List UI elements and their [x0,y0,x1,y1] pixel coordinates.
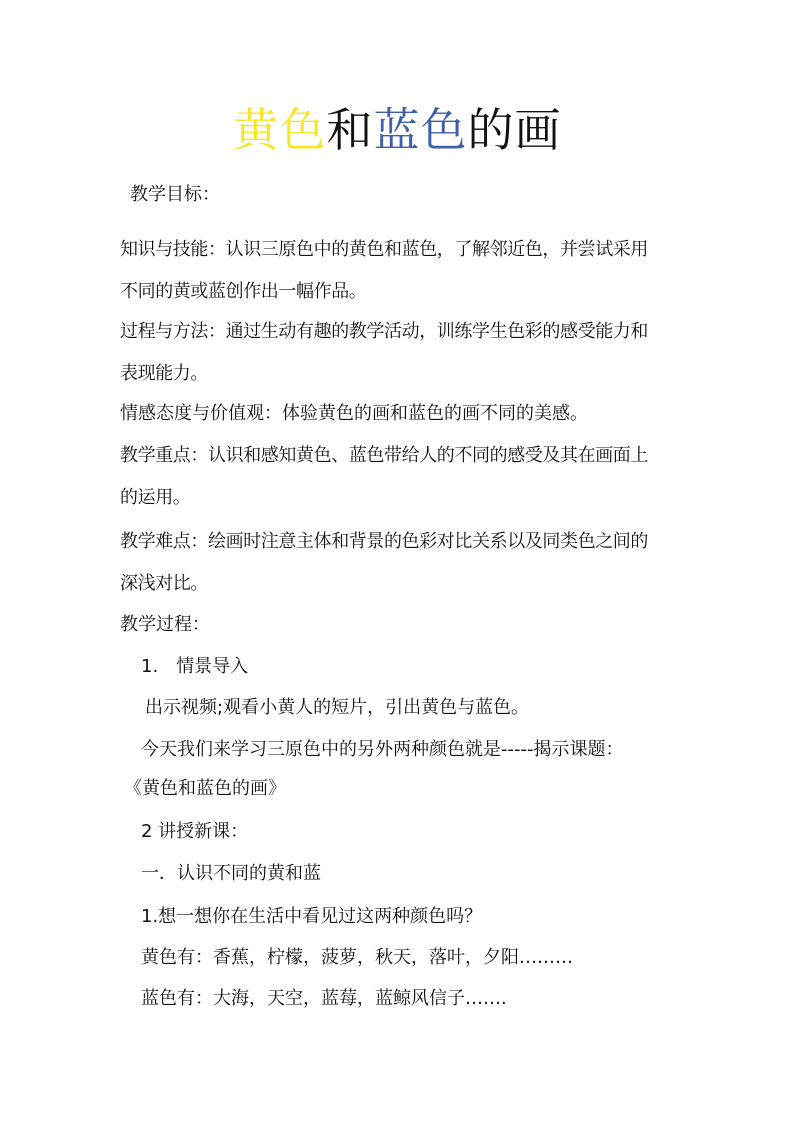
title-painting-word: 的画 [467,103,562,157]
emotion-attitude-line: 情感态度与价值观：体验黄色的画和蓝色的画不同的美感。 [120,403,588,424]
teaching-keypoint-paragraph [120,435,680,519]
title-blue-word: 蓝色 [373,103,468,157]
title-yellow-word: 黄色 [232,103,327,157]
difficulty-line-1: 教学难点：绘画时注意主体和背景的色彩对比关系以及同类色之间的 [120,531,648,552]
step-1-heading [141,653,248,681]
teaching-difficulty-paragraph [120,521,680,605]
section-one-heading: 一．认识不同的黄和蓝 [141,863,321,884]
knowledge-line-1: 知识与技能：认识三原色中的黄色和蓝色，了解邻近色，并尝试采用 [120,239,648,260]
process-line-1: 过程与方法：通过生动有趣的教学活动，训练学生色彩的感受能力和 [120,321,648,342]
today-intro-line-2: 《黄色和蓝色的画》 [124,778,286,799]
keypoint-line-2: 的运用。 [120,487,191,508]
today-intro-line-1: 今天我们来学习三原色中的另外两种颜色就是-----揭示课题： [141,739,624,760]
step-2-heading: 2 讲授新课： [141,821,249,842]
yellow-items-line: 黄色有：香蕉，柠檬，菠萝，秋天，落叶，夕阳……… [141,947,573,968]
difficulty-line-2: 深浅对比。 [120,573,208,594]
teaching-process-heading: 教学过程： [120,614,210,635]
step-1-number: 1. [141,656,159,677]
question-line: 1.想一想你在生活中看见过这两种颜色吗？ [141,906,483,927]
video-intro-line: 出示视频;观看小黄人的短片，引出黄色与蓝色。 [145,697,530,718]
document-title [0,100,794,160]
blue-items-line: 蓝色有：大海，天空，蓝莓，蓝鲸风信子……. [141,988,507,1009]
process-method-paragraph [120,311,680,395]
title-and-word: 和 [326,103,374,157]
step-1-title: 情景导入 [176,656,249,677]
knowledge-skills-paragraph [120,229,680,313]
knowledge-line-2: 不同的黄或蓝创作出一幅作品。 [120,281,367,302]
keypoint-line-1: 教学重点：认识和感知黄色、蓝色带给人的不同的感受及其在画面上 [120,445,648,466]
goals-heading: 教学目标： [130,184,220,205]
process-line-2: 表现能力。 [120,363,208,384]
